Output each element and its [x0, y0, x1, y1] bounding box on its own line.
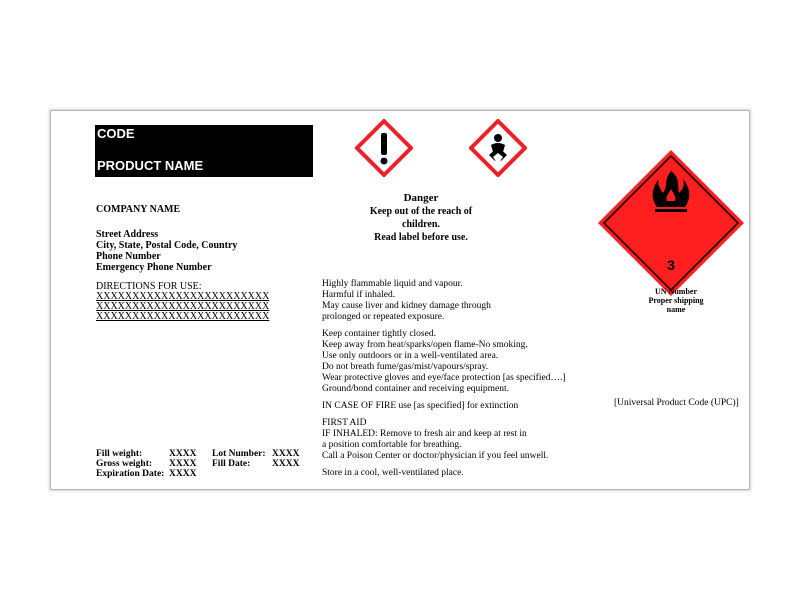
signal-word: Danger [403, 192, 439, 204]
batch-info [96, 449, 299, 479]
first-aid-line: Call a Poison Center or doctor/physician if you feel unwell. [322, 451, 549, 461]
signal-block [351, 192, 491, 244]
product-name: PRODUCT NAME [97, 158, 204, 173]
hazard-paragraph [322, 279, 572, 323]
expiration-label: Expiration Date: [96, 469, 165, 479]
hazard-line: Harmful if inhaled. [322, 290, 396, 300]
hazard-line: prolonged or repeated exposure. [322, 312, 445, 322]
precaution-line: Keep away from heat/sparks/open flame-No smoking. [322, 340, 528, 350]
exclamation-mark-icon [355, 119, 413, 177]
precaution-line: Ground/bond container and receiving equipment. [322, 384, 510, 394]
directions-line: XXXXXXXXXXXXXXXXXXXXXXXX [96, 291, 270, 302]
keep-out-text: Keep out of the reach of children. [369, 206, 473, 230]
precaution-line: Use only outdoors or in a well-ventilated area. [322, 351, 499, 361]
phone-number: Phone Number [96, 251, 161, 262]
street-address: Street Address [96, 229, 159, 240]
flammable-liquid-class3-icon [597, 149, 745, 297]
shipping-name-line2: name [666, 305, 686, 314]
lot-number-value: XXXX [272, 449, 300, 459]
precaution-line: Wear protective gloves and eye/face protection [as specified….] [322, 373, 566, 383]
product-label [50, 110, 750, 490]
hazard-class-number: 3 [667, 257, 675, 273]
fill-date-label: Fill Date: [212, 459, 251, 469]
expiration-value: XXXX [169, 469, 197, 479]
city-state: City, State, Postal Code, Country [96, 240, 238, 251]
fill-date-value: XXXX [272, 459, 300, 469]
lot-number-label: Lot Number: [212, 449, 266, 459]
directions-block [96, 282, 269, 322]
fill-weight-label: Fill weight: [96, 449, 143, 459]
shipping-info [641, 287, 711, 314]
hazard-statements [322, 279, 572, 485]
fill-weight-value: XXXX [169, 449, 197, 459]
health-hazard-icon [469, 119, 527, 177]
gross-weight-label: Gross weight: [96, 459, 153, 469]
directions-line: XXXXXXXXXXXXXXXXXXXXXXXX [96, 301, 270, 312]
emergency-phone: Emergency Phone Number [96, 262, 212, 273]
precaution-paragraph [322, 329, 572, 395]
first-aid-paragraph [322, 418, 572, 462]
gross-weight-value: XXXX [169, 459, 197, 469]
read-label-text: Read label before use. [374, 232, 468, 243]
product-code: CODE [97, 126, 135, 141]
fire-paragraph [322, 401, 572, 412]
company-name: COMPANY NAME [96, 204, 181, 215]
fire-line: IN CASE OF FIRE use [as specified] for extinction [322, 401, 519, 411]
shipping-name-line1: Proper shipping [648, 296, 704, 305]
hazard-line: Highly flammable liquid and vapour. [322, 279, 463, 289]
first-aid-line: a position comfortable for breathing. [322, 440, 462, 450]
precaution-line: Keep container tightly closed. [322, 329, 436, 339]
storage-line: Store in a cool, well-ventilated place. [322, 468, 464, 478]
precaution-line: Do not breath fume/gas/mist/vapours/spray. [322, 362, 489, 372]
hazard-line: May cause liver and kidney damage through [322, 301, 491, 311]
directions-title: DIRECTIONS FOR USE: [96, 281, 202, 292]
upc-text: [Universal Product Code (UPC)] [614, 398, 739, 408]
address-block [96, 229, 237, 273]
code-product-box [95, 125, 313, 177]
un-number: UN Number [655, 287, 697, 296]
storage-paragraph [322, 468, 572, 479]
directions-line: XXXXXXXXXXXXXXXXXXXXXXXX [96, 311, 270, 322]
first-aid-line: IF INHALED: Remove to fresh air and keep at rest in [322, 429, 527, 439]
first-aid-line: FIRST AID [322, 418, 367, 428]
